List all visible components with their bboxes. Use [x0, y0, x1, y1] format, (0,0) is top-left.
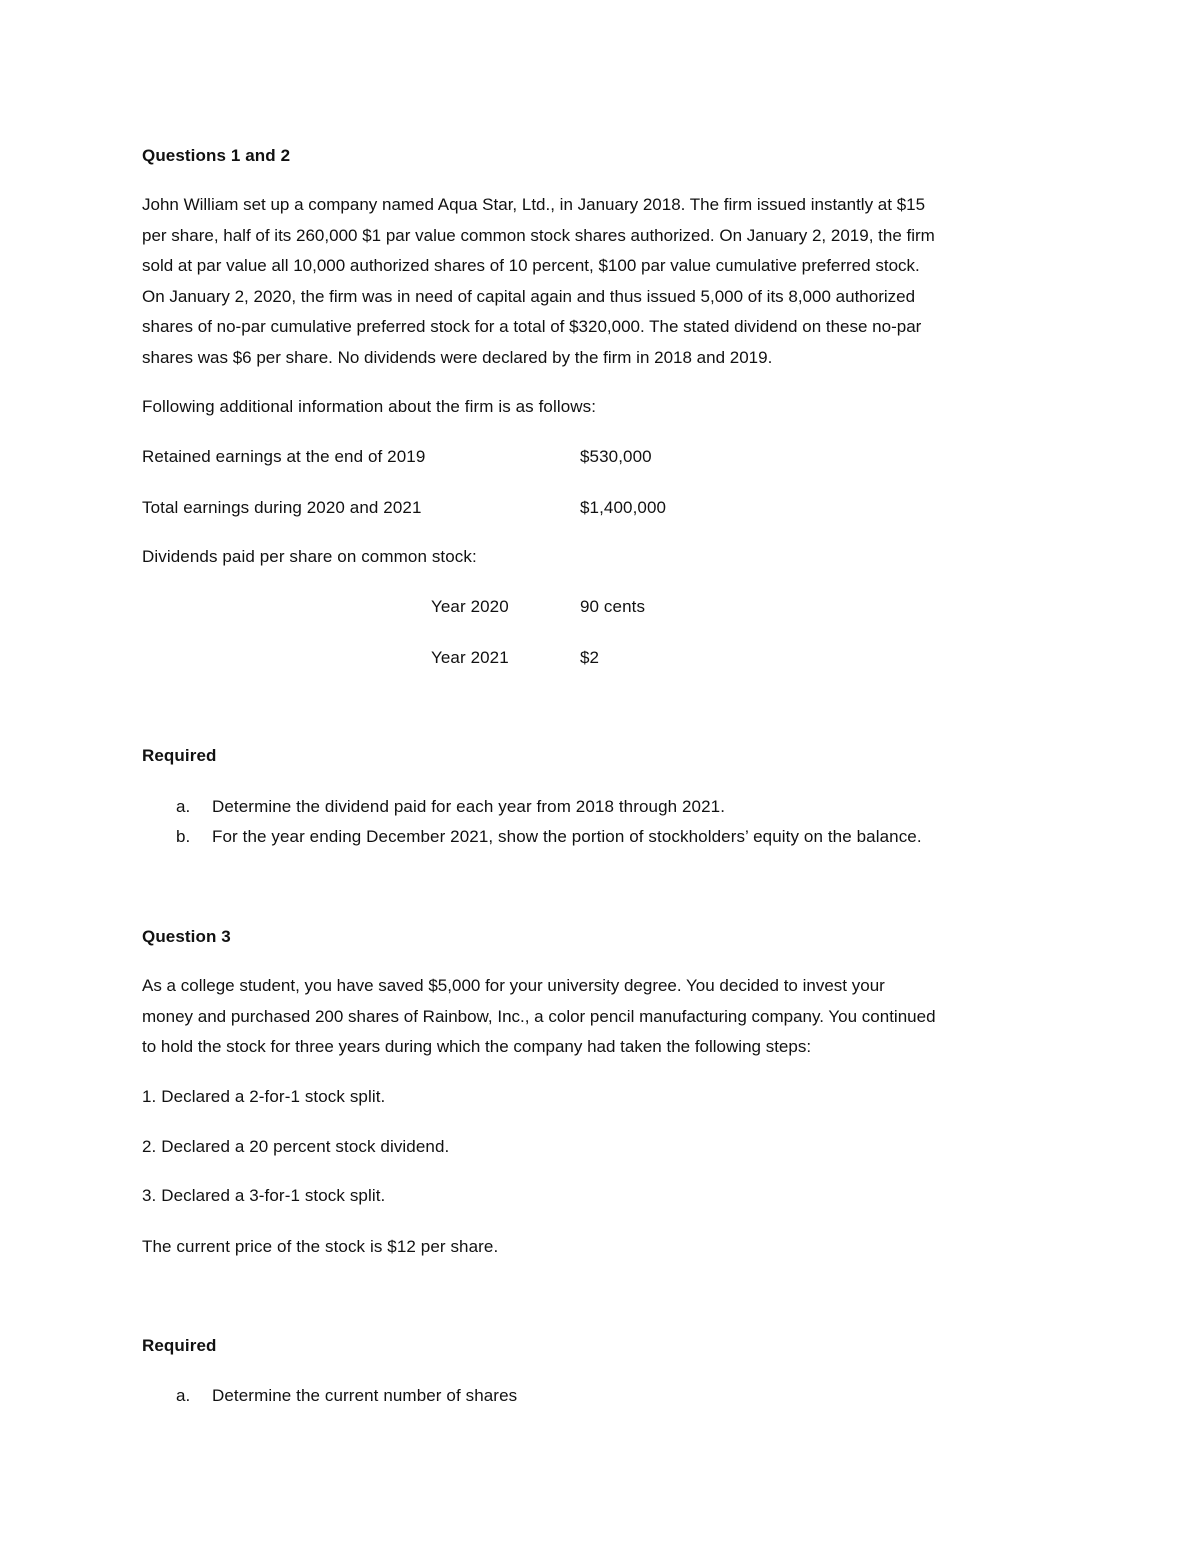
dividends-label: Dividends paid per share on common stock: [142, 547, 477, 566]
required-item-a: Determine the dividend paid for each year from 2018 through 2021. [212, 797, 726, 816]
section-heading-question-3: Question 3 [142, 927, 231, 946]
list-marker: b. [176, 827, 191, 846]
paragraph-line: to hold the stock for three years during which the company had taken the following steps: [142, 1037, 812, 1056]
required-heading: Required [142, 746, 217, 765]
info-label-retained-earnings: Retained earnings at the end of 2019 [142, 447, 426, 466]
dividend-value-2021: $2 [580, 648, 600, 667]
paragraph-line: sold at par value all 10,000 authorized shares of 10 percent, $100 par value cumulative preferred stock. [142, 256, 920, 275]
step-2: 2. Declared a 20 percent stock dividend. [142, 1137, 450, 1156]
additional-info-intro: Following additional information about the firm is as follows: [142, 397, 597, 416]
dividend-year-2021: Year 2021 [431, 648, 509, 667]
paragraph-rainbow [142, 971, 1072, 1063]
paragraph-line: John William set up a company named Aqua Star, Ltd., in January 2018. The firm issued instantly at $15 [142, 195, 926, 214]
dividend-value-2020: 90 cents [580, 597, 646, 616]
step-3: 3. Declared a 3-for-1 stock split. [142, 1186, 386, 1205]
info-label-total-earnings: Total earnings during 2020 and 2021 [142, 498, 422, 517]
paragraph-line: money and purchased 200 shares of Rainbow, Inc., a color pencil manufacturing company. You continued [142, 1006, 936, 1026]
current-price-line: The current price of the stock is $12 per share. [142, 1237, 499, 1256]
paragraph-aqua-star [142, 190, 1072, 373]
list-marker: a. [176, 1386, 191, 1405]
required-heading: Required [142, 1336, 217, 1355]
step-1: 1. Declared a 2-for-1 stock split. [142, 1087, 386, 1106]
paragraph-line: On January 2, 2020, the firm was in need of capital again and thus issued 5,000 of its 8,000 authorized [142, 286, 916, 306]
required-item-b: For the year ending December 2021, show the portion of stockholders’ equity on the balance. [212, 827, 922, 846]
list-marker: a. [176, 797, 191, 816]
paragraph-line: As a college student, you have saved $5,000 for your university degree. You decided to invest your [142, 976, 885, 995]
dividend-year-2020: Year 2020 [431, 597, 509, 616]
info-value-retained-earnings: $530,000 [580, 447, 652, 466]
paragraph-line: per share, half of its 260,000 $1 par value common stock shares authorized. On January 2, 2019, the firm [142, 225, 935, 245]
info-value-total-earnings: $1,400,000 [580, 498, 667, 517]
required-item-a: Determine the current number of shares [212, 1386, 518, 1405]
paragraph-line: shares was $6 per share. No dividends were declared by the firm in 2018 and 2019. [142, 347, 773, 367]
paragraph-line: shares of no-par cumulative preferred stock for a total of $320,000. The stated dividend on these no-par [142, 317, 922, 336]
section-heading-questions-1-2: Questions 1 and 2 [142, 146, 291, 165]
